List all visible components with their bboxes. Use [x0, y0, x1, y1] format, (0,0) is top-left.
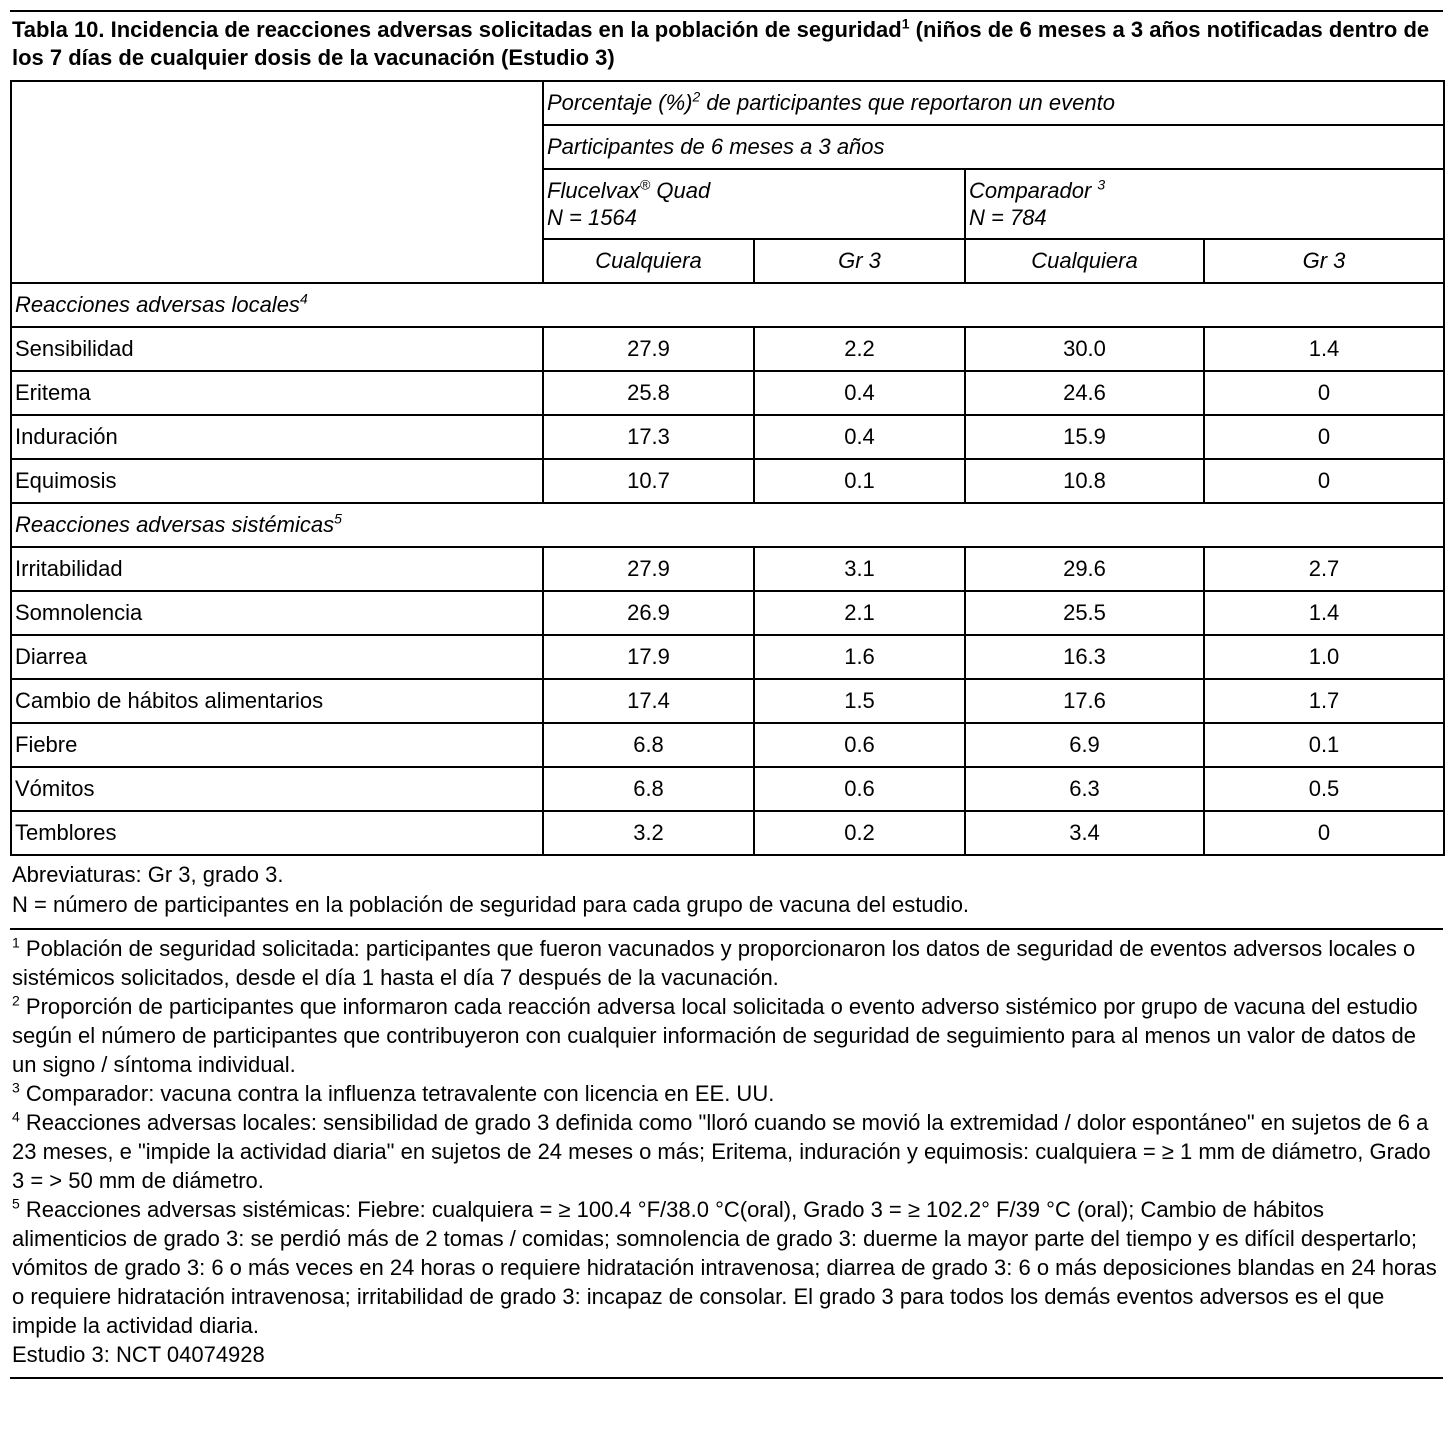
comparator-gr3-value: 0	[1204, 459, 1444, 503]
flucelvax-gr3-value: 1.5	[754, 679, 965, 723]
reaction-name: Temblores	[11, 811, 543, 855]
flucelvax-gr3-value: 0.2	[754, 811, 965, 855]
title-text-continued: (niños de 6 meses a 3 años notificadas dentro de los 7 días de cualquier dosis de la vacunación (Estudio 3)	[12, 17, 1430, 70]
title-text: Tabla 10. Incidencia de reacciones adversas solicitadas en la población de seguridad	[12, 17, 902, 42]
table-row	[11, 547, 1444, 591]
reaction-name: Induración	[11, 415, 543, 459]
flucelvax-any-value: 17.3	[543, 415, 754, 459]
flucelvax-any-value: 3.2	[543, 811, 754, 855]
table-row	[11, 811, 1444, 855]
flucelvax-any-value: 27.9	[543, 327, 754, 371]
flucelvax-group-header: Flucelvax® Quad N = 1564	[543, 169, 965, 239]
table-row	[11, 591, 1444, 635]
comparator-any-value: 29.6	[965, 547, 1204, 591]
col-header-flucelvax-any: Cualquiera	[543, 239, 754, 283]
reaction-name: Diarrea	[11, 635, 543, 679]
flucelvax-gr3-value: 0.4	[754, 371, 965, 415]
header-row-percent	[11, 81, 1444, 125]
reaction-name: Eritema	[11, 371, 543, 415]
comparator-any-value: 3.4	[965, 811, 1204, 855]
reaction-name: Equimosis	[11, 459, 543, 503]
flucelvax-gr3-value: 1.6	[754, 635, 965, 679]
footnote-3: $^3$ Comparador: vacuna contra la influenza tetravalente con licencia en EE. UU.	[12, 1079, 775, 1106]
col-header-comparator-any: Cualquiera	[965, 239, 1204, 283]
footnote-4: $^4$ Reacciones adversas locales: sensibilidad de grado 3 definida como "lloró cuando se movió la extremidad / dolor espontáneo" en sujetos de 6 a 23 meses, e "impide la actividad diaria" en sujetos de 24 meses o más; Eritema, induración y equimosis: cualquiera = ≥ 1 mm de diámetro, Grado 3 = > 50 mm de diámetro.	[12, 1108, 1431, 1193]
comparator-any-value: 17.6	[965, 679, 1204, 723]
flucelvax-gr3-value: 3.1	[754, 547, 965, 591]
comparator-gr3-value: 0	[1204, 371, 1444, 415]
comparator-n: N = 784	[969, 205, 1047, 230]
abbreviations	[10, 856, 1443, 928]
table-row	[11, 767, 1444, 811]
comparator-gr3-value: 1.4	[1204, 591, 1444, 635]
comparator-gr3-value: 0.1	[1204, 723, 1444, 767]
table-row	[11, 723, 1444, 767]
flucelvax-any-value: 17.4	[543, 679, 754, 723]
flucelvax-any-value: 26.9	[543, 591, 754, 635]
adverse-reactions-table	[10, 80, 1445, 856]
flucelvax-gr3-value: 0.1	[754, 459, 965, 503]
footnote-5: $^5$ Reacciones adversas sistémicas: Fiebre: cualquiera = ≥ 100.4 °F/38.0 °C(oral), Grado 3 = ≥ 102.2° F/39 °C (oral); Cambio de hábitos alimenticios de grado 3: se perdió más de 2 tomas / comidas; somnolencia de grado 3: duerme la mayor parte del tiempo y es difícil despertarlo; vómitos de grado 3: 6 o más veces en 24 horas o requiere hidratación intravenosa; diarrea de grado 3: 6 o más deposiciones blandas en 24 horas o requiere hidratación intravenosa; irritabilidad de grado 3: incapaz de consolar. El grado 3 para todos los demás eventos adversos es el que impide la actividad diaria.	[12, 1195, 1437, 1338]
table-row	[11, 459, 1444, 503]
comparator-group-header: Comparador $^3$ N = 784	[965, 169, 1444, 239]
flucelvax-n: N = 1564	[547, 205, 637, 230]
title-footnote-mark: 1	[901, 15, 910, 32]
reaction-name: Fiebre	[11, 723, 543, 767]
table-title	[10, 12, 1443, 80]
bottom-rule	[10, 1377, 1443, 1379]
document-page	[10, 10, 1443, 1379]
reaction-name: Vómitos	[11, 767, 543, 811]
percent-header: Porcentaje (%)$^2$ de participantes que reportaron un evento	[543, 81, 1444, 125]
flucelvax-gr3-value: 0.6	[754, 767, 965, 811]
flucelvax-gr3-value: 2.2	[754, 327, 965, 371]
comparator-any-value: 25.5	[965, 591, 1204, 635]
col-header-flucelvax-gr3: Gr 3	[754, 239, 965, 283]
table-row	[11, 679, 1444, 723]
comparator-gr3-value: 0.5	[1204, 767, 1444, 811]
table-row	[11, 415, 1444, 459]
stub-header-cell	[11, 81, 543, 283]
comparator-gr3-value: 1.7	[1204, 679, 1444, 723]
section-row-local	[11, 283, 1444, 327]
comparator-any-value: 30.0	[965, 327, 1204, 371]
flucelvax-any-value: 6.8	[543, 723, 754, 767]
flucelvax-any-value: 25.8	[543, 371, 754, 415]
comparator-gr3-value: 1.0	[1204, 635, 1444, 679]
abbreviation-line: Abreviaturas: Gr 3, grado 3.	[12, 862, 284, 887]
flucelvax-any-value: 6.8	[543, 767, 754, 811]
table-row	[11, 327, 1444, 371]
flucelvax-any-value: 27.9	[543, 547, 754, 591]
flucelvax-any-value: 17.9	[543, 635, 754, 679]
comparator-any-value: 6.3	[965, 767, 1204, 811]
comparator-gr3-value: 0	[1204, 415, 1444, 459]
flucelvax-gr3-value: 0.4	[754, 415, 965, 459]
comparator-any-value: 24.6	[965, 371, 1204, 415]
table-row	[11, 371, 1444, 415]
comparator-gr3-value: 1.4	[1204, 327, 1444, 371]
section-row-systemic	[11, 503, 1444, 547]
systemic-section-label: Reacciones adversas sistémicas$^5$	[11, 503, 1444, 547]
flucelvax-any-value: 10.7	[543, 459, 754, 503]
comparator-any-value: 6.9	[965, 723, 1204, 767]
comparator-any-value: 16.3	[965, 635, 1204, 679]
comparator-gr3-value: 2.7	[1204, 547, 1444, 591]
reaction-name: Irritabilidad	[11, 547, 543, 591]
footnote-1: $^1$ Población de seguridad solicitada: participantes que fueron vacunados y proporcionaron los datos de seguridad de eventos adversos locales o sistémicos solicitados, desde el día 1 hasta el día 7 después de la vacunación.	[12, 934, 1416, 990]
study-id: Estudio 3: NCT 04074928	[12, 1342, 265, 1367]
flucelvax-gr3-value: 2.1	[754, 591, 965, 635]
col-header-comparator-gr3: Gr 3	[1204, 239, 1444, 283]
reaction-name: Sensibilidad	[11, 327, 543, 371]
table-row	[11, 635, 1444, 679]
abbreviation-line: N = número de participantes en la población de seguridad para cada grupo de vacuna del estudio.	[12, 892, 970, 917]
participants-header: Participantes de 6 meses a 3 años	[543, 125, 1444, 169]
comparator-any-value: 15.9	[965, 415, 1204, 459]
comparator-any-value: 10.8	[965, 459, 1204, 503]
flucelvax-gr3-value: 0.6	[754, 723, 965, 767]
comparator-gr3-value: 0	[1204, 811, 1444, 855]
local-section-label: Reacciones adversas locales$^4$	[11, 283, 1444, 327]
reaction-name: Cambio de hábitos alimentarios	[11, 679, 543, 723]
footnotes	[10, 930, 1443, 1373]
footnote-2: $^2$ Proporción de participantes que informaron cada reacción adversa local solicitada o evento adverso sistémico por grupo de vacuna del estudio según el número de participantes que contribuyeron con cualquier información de seguridad de seguimiento para al menos un valor de datos de un signo / síntoma individual.	[12, 992, 1418, 1077]
reaction-name: Somnolencia	[11, 591, 543, 635]
